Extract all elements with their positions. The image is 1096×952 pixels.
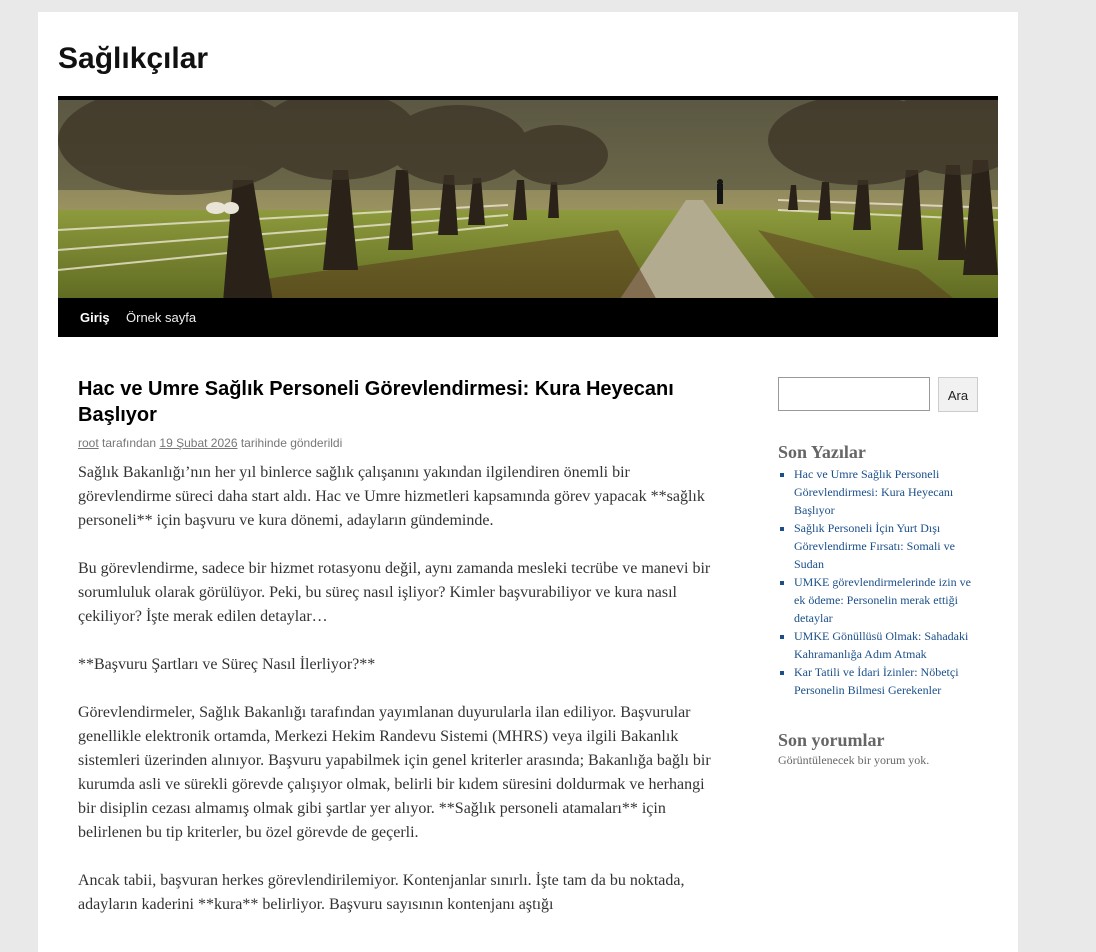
no-comments-text: Görüntülenecek bir yorum yok. <box>778 753 930 767</box>
list-item <box>794 627 978 663</box>
recent-posts-widget <box>778 441 978 699</box>
list-item <box>794 465 978 519</box>
post-paragraph: **Başvuru Şartları ve Süreç Nasıl İlerliyor?** <box>78 656 376 673</box>
main-navigation <box>58 298 998 337</box>
post-meta-by: tarafından <box>102 436 157 450</box>
page <box>38 12 1018 952</box>
recent-comments-widget <box>778 729 978 769</box>
list-item <box>794 519 978 573</box>
post-meta <box>78 434 718 452</box>
list-item <box>794 573 978 627</box>
post-paragraph: Bu görevlendirme, sadece bir hizmet rotasyonu değil, aynı zamanda mesleki tecrübe ve manevi bir sorumluluk olarak görülüyor. Peki, bu süreç nasıl işliyor? Kimler başvurabiliyor ve kura nasıl çekiliyor? İşte merak edilen detaylar… <box>78 560 711 625</box>
recent-post-link[interactable]: UMKE Gönüllüsü Olmak: Sahadaki Kahramanlığa Adım Atmak <box>794 629 969 661</box>
post-paragraph: Ancak tabii, başvuran herkes görevlendirilemiyor. Kontenjanlar sınırlı. İşte tam da bu noktada, adayların kaderini **kura** belirliyor. Başvuru sayısının kontenjanı aştığı <box>78 872 685 913</box>
list-item <box>794 663 978 699</box>
header-image-tree-alley <box>58 100 998 302</box>
nav-item-home[interactable]: Giriş <box>80 310 110 325</box>
recent-post-link[interactable]: UMKE görevlendirmelerinde izin ve ek ödeme: Personelin merak ettiği detaylar <box>794 575 971 625</box>
recent-comments-title: Son yorumlar <box>778 730 885 750</box>
post-content <box>78 461 718 917</box>
recent-post-link[interactable]: Hac ve Umre Sağlık Personeli Görevlendirmesi: Kura Heyecanı Başlıyor <box>794 467 954 517</box>
recent-post-link[interactable]: Kar Tatili ve İdari İzinler: Nöbetçi Personelin Bilmesi Gerekenler <box>794 665 959 697</box>
search-input[interactable] <box>778 377 930 411</box>
recent-post-link[interactable]: Sağlık Personeli İçin Yurt Dışı Görevlendirme Fırsatı: Somali ve Sudan <box>794 521 955 571</box>
header-image <box>58 96 998 302</box>
recent-posts-list <box>778 465 978 699</box>
post-title[interactable]: Hac ve Umre Sağlık Personeli Görevlendirmesi: Kura Heyecanı Başlıyor <box>78 378 674 426</box>
post-meta-suffix: tarihinde gönderildi <box>240 436 343 450</box>
post-paragraph: Sağlık Bakanlığı’nın her yıl binlerce sağlık çalışanını yakından ilgilendiren önemli bir görevlendirme süreci daha start aldı. Hac ve Umre hizmetleri kapsamında görev yapacak **sağlık personeli** için başvuru ve kura dönemi, adayların gündeminde. <box>78 464 705 529</box>
post-author-link[interactable]: root <box>78 436 99 450</box>
recent-posts-title: Son Yazılar <box>778 442 866 462</box>
post-article <box>78 376 718 941</box>
nav-item-sample-page[interactable]: Örnek sayfa <box>126 310 197 325</box>
post-date-link[interactable]: 19 Şubat 2026 <box>159 436 238 450</box>
post-paragraph: Görevlendirmeler, Sağlık Bakanlığı tarafından yayımlanan duyurularla ilan ediliyor. Başvurular genellikle elektronik ortamda, Merkezi Hekim Randevu Sistemi (MHRS) veya ilgili Bakanlık sistemleri üzerinden alınıyor. Başvuru yapabilmek için genel kriterler arasında; Bakanlığa bağlı bir kurumda asli ve sürekli görevde çalışıyor olmak, belirli bir kıdem süresini doldurmak ve herhangi bir disiplin cezası almamış olmak gibi şartlar yer alıyor. **Sağlık personeli atamaları** için belirlenen bu tip kriterler, bu özel görevde de geçerli. <box>78 704 711 841</box>
search-button[interactable]: Ara <box>938 377 978 412</box>
site-title[interactable]: Sağlıkçılar <box>58 42 209 75</box>
